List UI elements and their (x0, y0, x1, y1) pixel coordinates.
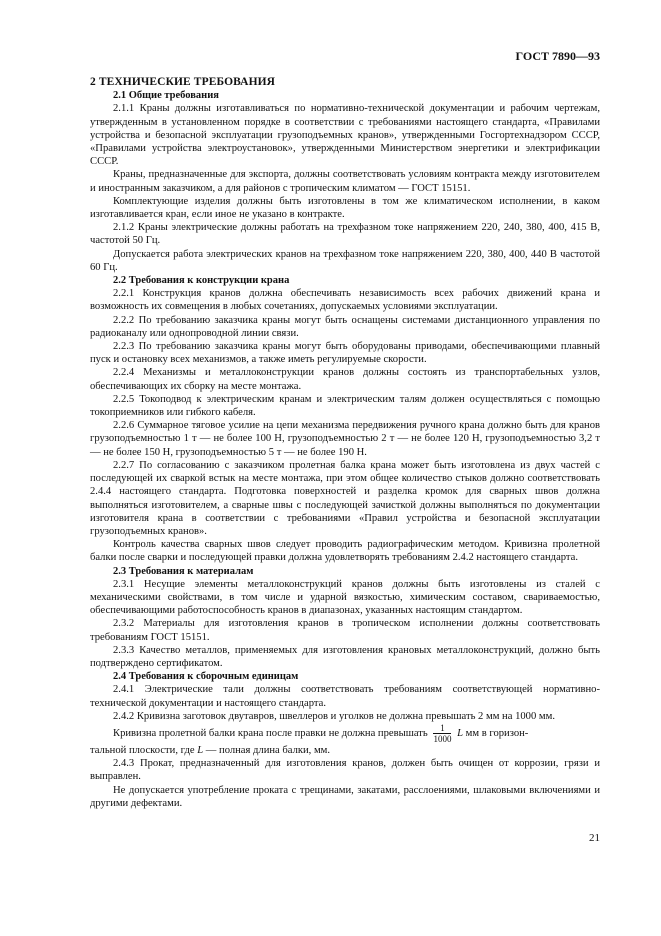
paragraph-2-4-3: 2.4.3 Прокат, предназначенный для изготовления кранов, должен быть очищен от коррозии, грязи и выправлен. (90, 758, 600, 783)
paragraph-2-2-1: 2.2.1 Конструкция кранов должна обеспечивать независимость всех рабочих движений крана и возможность их совмещения в любых сочетаниях, допускаемых условиями эксплуатации. (90, 288, 600, 313)
subsection-heading-2-2: 2.2 Требования к конструкции крана (113, 275, 290, 287)
paragraph-2-2-2: 2.2.2 По требованию заказчика краны могут быть оснащены системами дистанционного управления по радиоканалу или однопроводной линии связи. (90, 314, 600, 339)
paragraph-2-2-6: 2.2.6 Суммарное тяговое усилие на цепи механизма передвижения ручного крана должно быть для кранов грузоподъемностью 1 т — не более 100 Н, грузоподъемностью 2 т — не более 120 Н, грузоподъемностью 3,2 т — не более 150 Н, грузоподъемностью 5 т — не более 190 Н. (90, 420, 600, 458)
paragraph-2-2-3: 2.2.3 По требованию заказчика краны могут быть оборудованы приводами, обеспечивающими плавный пуск и остановку всех механизмов, а также иметь регулируемые скорости. (90, 341, 600, 366)
paragraph-2-4-1: 2.4.1 Электрические тали должны соответствовать требованиям соответствующей нормативно-технической документации и настоящего стандарта. (90, 684, 600, 709)
paragraph-2-1-2: 2.1.2 Краны электрические должны работать на трехфазном токе напряжением 220, 240, 380, 400, 415 В, частотой 50 Гц. (90, 222, 600, 247)
fraction (433, 723, 451, 744)
formula-continuation-b: — полная длина балки, мм. (205, 744, 331, 756)
section-title: 2 ТЕХНИЧЕСКИЕ ТРЕБОВАНИЯ (90, 76, 276, 88)
subsection-heading-2-3: 2.3 Требования к материалам (113, 565, 254, 577)
paragraph-2-3-1: 2.3.1 Несущие элементы металлоконструкций кранов должны быть изготовлены из сталей с механическими свойствами, в том числе и ударной вязкостью, химическим составом, свариваемостью, обеспечивающими работоспособность кранов в диапазонах, указанных настоящим стандартом. (90, 578, 600, 617)
paragraph-2-3-3: 2.3.3 Качество металлов, применяемых для изготовления крановых металлоконструкций, должно быть подтверждено сертификатом. (90, 644, 600, 669)
subsection-heading-2-1: 2.1 Общие требования (113, 90, 219, 102)
fraction-denominator: 1000 (433, 733, 452, 744)
paragraph-export: Краны, предназначенные для экспорта, должны соответствовать условиям контракта между изготовителем и иностранным заказчиком, а для районов с тропическим климатом — ГОСТ 15151. (90, 169, 600, 194)
paragraph-allowed: Допускается работа электрических кранов на трехфазном токе напряжением 220, 380, 400, 440 В частотой 60 Гц. (90, 248, 600, 273)
paragraph-2-1-1: 2.1.1 Краны должны изготавливаться по нормативно-технической документации и рабочим чертежам, утвержденным в установленном порядке в соответствии с требованиями настоящего стандарта, «Правилами устройства и безопасной эксплуатации грузоподъемных кранов», утвержденными Госгортехнадзором СССР, «Правилами устройства электроустановок», утвержденными Министерством энергетики и электрификации СССР. (90, 103, 600, 168)
paragraph-2-2-4: 2.2.4 Механизмы и металлоконструкции кранов должны состоять из транспортабельных узлов, обеспечивающих их сборку на месте монтажа. (90, 367, 600, 392)
document-body (90, 76, 600, 810)
document-header: ГОСТ 7890—93 (515, 49, 600, 63)
paragraph-2-4-2: 2.4.2 Кривизна заготовок двутавров, швеллеров и уголков не должна превышать 2 мм на 1000 мм. (113, 710, 555, 722)
paragraph-2-2-7: 2.2.7 По согласованию с заказчиком пролетная балка крана может быть изготовлена из двух частей с последующей их сваркой встык на месте монтажа, при этом общее количество стыков должно соответствовать 2.4.4 настоящего стандарта. Подготовка поверхностей и разделка кромок для сварных швов должна выполняться изготовителем, а сварные швы с последующей зачисткой должны выполняться по документации изготовителя крана в соответствии с требованиями «Правил устройства и безопасной эксплуатации грузоподъемных кранов». (90, 459, 600, 537)
paragraph-2-3-2: 2.3.2 Материалы для изготовления кранов в тропическом исполнении должны соответствовать требованиям ГОСТ 15151. (90, 618, 600, 643)
formula-continuation (90, 744, 600, 757)
formula-continuation-a: тальной плоскости, где (90, 744, 195, 756)
formula-variable: L (457, 727, 463, 739)
paragraph-control: Контроль качества сварных швов следует проводить радиографическим методом. Кривизна пролетной балки после сварки и последующей правки должна удовлетворять требованиям 2.4.2 настоящего стандарта. (90, 539, 600, 564)
paragraph-2-2-5: 2.2.5 Токоподвод к электрическим кранам и электрическим талям должен осуществляться с помощью токоприемников или гибкого кабеля. (90, 393, 600, 419)
formula-text-before: Кривизна пролетной балки крана после правки не должна превышать (113, 727, 428, 739)
formula-paragraph (90, 723, 600, 744)
paragraph-defects: Не допускается употребление проката с трещинами, закатами, расслоениями, шлаковыми включениями и другими дефектами. (90, 784, 600, 809)
subsection-heading-2-4: 2.4 Требования к сборочным единицам (113, 671, 299, 683)
formula-continuation-variable: L (197, 744, 204, 756)
page-number: 21 (589, 832, 600, 844)
paragraph-components: Комплектующие изделия должны быть изготовлены в том же климатическом исполнении, в каком изготавливается кран, если иное не указано в контракте. (90, 195, 600, 221)
formula-text-after: мм в горизон- (465, 727, 529, 739)
fraction-numerator: 1 (433, 723, 451, 734)
